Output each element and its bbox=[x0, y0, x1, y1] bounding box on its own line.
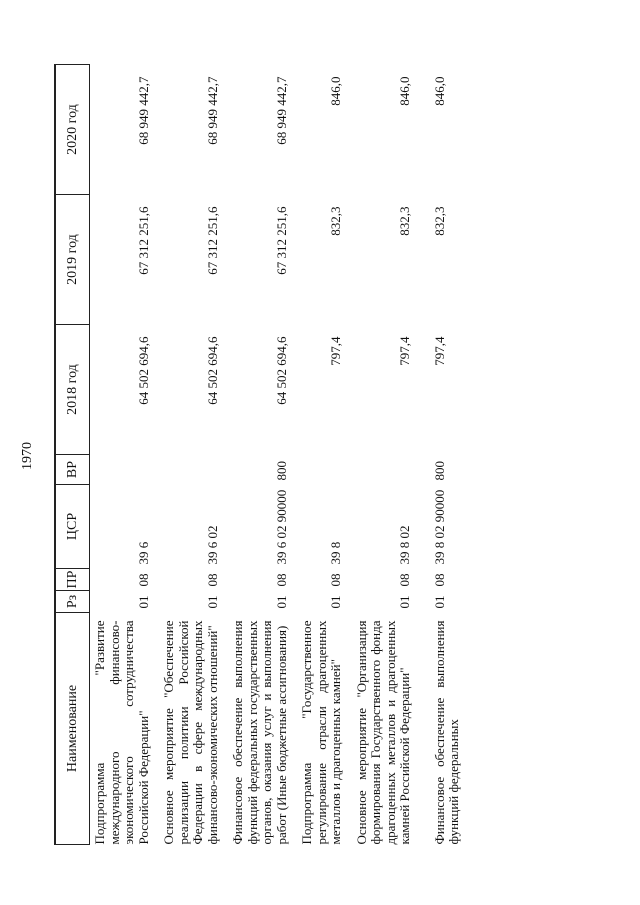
table-row bbox=[297, 65, 352, 845]
row-vr: 800 bbox=[273, 461, 289, 481]
budget-table bbox=[54, 64, 470, 845]
rotated-table-frame bbox=[54, 65, 584, 845]
row-2020: 846,0 bbox=[397, 76, 412, 106]
table-row bbox=[352, 65, 421, 845]
row-name: Основное мероприятие "Организация формирования Государственного фонда драгоценных металлов и драгоценных камней Российской Федерации" bbox=[353, 620, 412, 845]
row-name: Финансовое обеспечение выполнения функций федеральных bbox=[431, 620, 461, 845]
row-pr: 08 bbox=[397, 573, 412, 587]
row-2018: 64 502 694,6 bbox=[204, 336, 220, 405]
row-pr: 08 bbox=[135, 573, 151, 587]
row-rz: 01 bbox=[273, 595, 289, 609]
row-name: Подпрограмма "Государственное регулирование отрасли драгоценных металлов и драгоценных камней" bbox=[299, 620, 343, 845]
header-pr: ПР bbox=[55, 569, 90, 591]
row-2020: 68 949 442,7 bbox=[204, 76, 220, 145]
header-2018: 2018 год bbox=[55, 325, 90, 455]
row-pr: 08 bbox=[328, 573, 343, 587]
page-number: 1970 bbox=[20, 442, 35, 470]
row-name: Основное мероприятие "Обеспечение реализации политики Российской Федерации в сфере международных финансово-экономических отношений" bbox=[161, 620, 220, 845]
row-vr bbox=[90, 455, 160, 485]
row-2019: 832,3 bbox=[328, 206, 343, 236]
row-2020: 846,0 bbox=[328, 76, 343, 106]
row-vr bbox=[297, 455, 352, 485]
row-pr: 08 bbox=[204, 573, 220, 587]
row-rz: 01 bbox=[431, 595, 447, 609]
row-rz: 01 bbox=[135, 595, 151, 609]
row-csr: 39 8 02 90000 bbox=[431, 489, 447, 565]
row-csr: 39 8 bbox=[328, 541, 343, 565]
row-name: Подпрограмма "Развитие международного финансово-экономического сотрудничества Российской Федерации" bbox=[92, 620, 151, 845]
row-2020: 68 949 442,7 bbox=[273, 76, 289, 145]
row-2019: 832,3 bbox=[431, 206, 447, 236]
table-row bbox=[228, 65, 297, 845]
table-row bbox=[159, 65, 228, 845]
row-rz: 01 bbox=[397, 595, 412, 609]
row-2018: 64 502 694,6 bbox=[273, 336, 289, 405]
row-2018: 64 502 694,6 bbox=[135, 336, 151, 405]
row-pr: 08 bbox=[431, 573, 447, 587]
row-csr: 39 8 02 bbox=[397, 525, 412, 565]
table-header-row bbox=[55, 65, 90, 845]
header-2020: 2020 год bbox=[55, 65, 90, 195]
row-csr: 39 6 bbox=[135, 541, 151, 565]
header-vr: ВР bbox=[55, 455, 90, 485]
row-csr: 39 6 02 90000 bbox=[273, 489, 289, 565]
row-rz: 01 bbox=[204, 595, 220, 609]
header-rz: Рз bbox=[55, 591, 90, 613]
row-vr bbox=[159, 455, 228, 485]
row-2020: 68 949 442,7 bbox=[135, 76, 151, 145]
row-csr: 39 6 02 bbox=[204, 525, 220, 565]
row-2019: 832,3 bbox=[397, 206, 412, 236]
header-name: Наименование bbox=[55, 613, 90, 845]
row-vr: 800 bbox=[431, 461, 447, 481]
header-2019: 2019 год bbox=[55, 195, 90, 325]
table-row bbox=[90, 65, 160, 845]
row-2019: 67 312 251,6 bbox=[135, 206, 151, 275]
row-rz: 01 bbox=[328, 595, 343, 609]
row-vr bbox=[352, 455, 421, 485]
row-2018: 797,4 bbox=[431, 336, 447, 366]
table-row bbox=[421, 65, 470, 845]
row-name: Финансовое обеспечение выполнения функций федеральных государственных органов, оказания услуг и выполнения работ (Иные бюджетные ассигнования) bbox=[230, 620, 289, 845]
row-pr: 08 bbox=[273, 573, 289, 587]
header-csr: ЦСР bbox=[55, 485, 90, 569]
row-2019: 67 312 251,6 bbox=[273, 206, 289, 275]
row-2018: 797,4 bbox=[328, 336, 343, 366]
row-2018: 797,4 bbox=[397, 336, 412, 366]
row-2020: 846,0 bbox=[431, 76, 447, 106]
row-2019: 67 312 251,6 bbox=[204, 206, 220, 275]
